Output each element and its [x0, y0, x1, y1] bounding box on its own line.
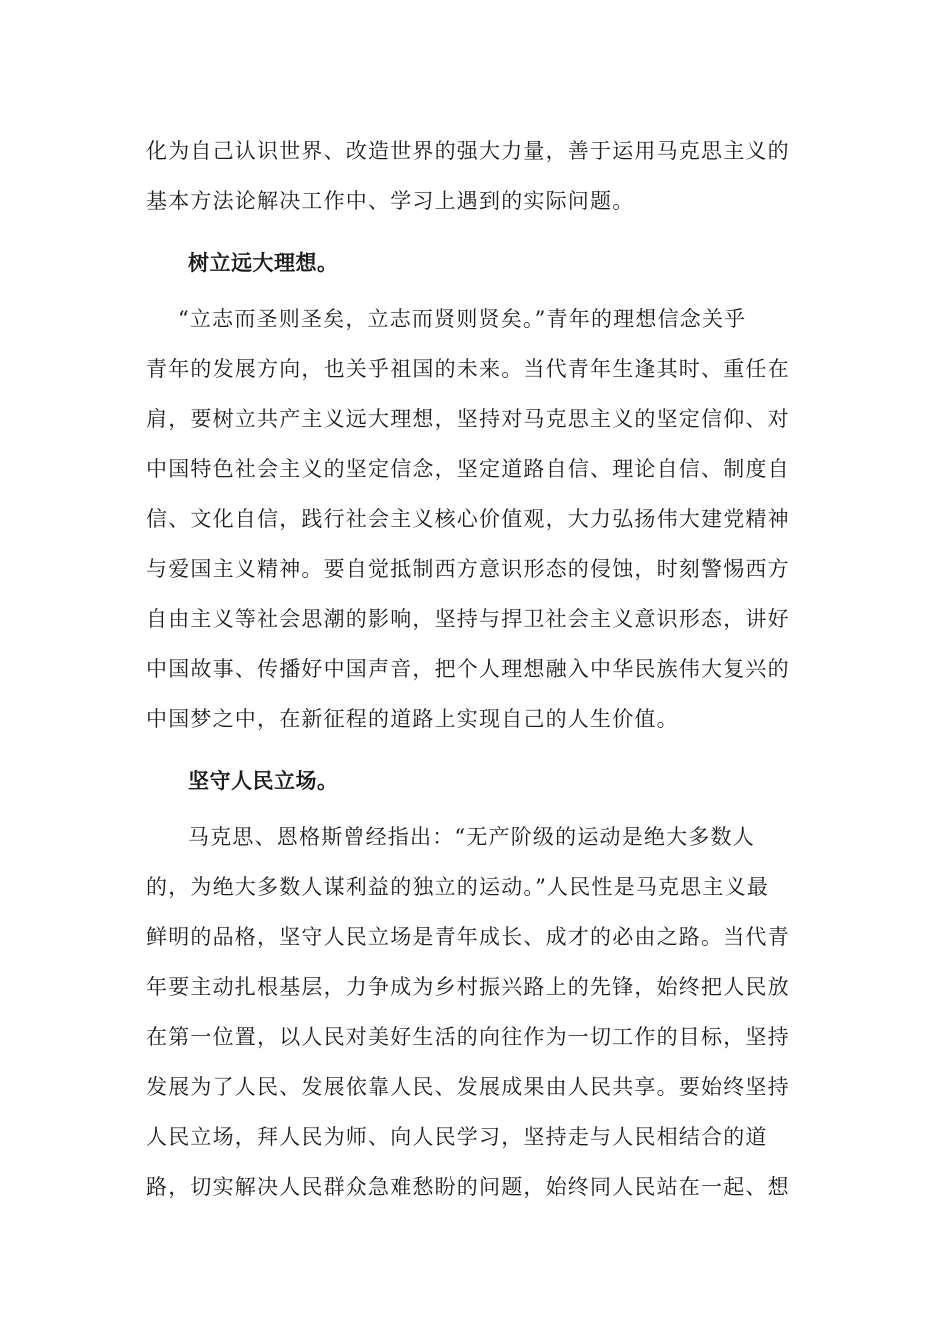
text-line: 化为自己认识世界、改造世界的强大力量，善于运用马克思主义的 [146, 139, 790, 163]
text-line: 路，切实解决人民群众急难愁盼的问题，始终同人民站在一起、想 [146, 1175, 790, 1199]
text-line: 的，为绝大多数人谋利益的独立的运动。”人民性是马克思主义最 [146, 875, 770, 899]
text-line: 与爱国主义精神。要自觉抵制西方意识形态的侵蚀，时刻警惕西方 [146, 557, 790, 581]
text-line: 中国特色社会主义的坚定信念，坚定道路自信、理论自信、制度自 [146, 457, 790, 481]
text-line: 年要主动扎根基层，力争成为乡村振兴路上的先锋，始终把人民放 [146, 975, 790, 999]
text-line: 在第一位置，以人民对美好生活的向往作为一切工作的目标，坚持 [146, 1025, 790, 1049]
text-line: “立志而圣则圣矣，立志而贤则贤矣。”青年的理想信念关乎 [178, 307, 747, 331]
text-line: 中国梦之中，在新征程的道路上实现自己的人生价值。 [146, 707, 679, 731]
text-line: 青年的发展方向，也关乎祖国的未来。当代青年生逢其时、重任在 [146, 357, 790, 381]
text-line: 信、文化自信，践行社会主义核心价值观，大力弘扬伟大建党精神 [146, 507, 790, 531]
text-line: 鲜明的品格，坚守人民立场是青年成长、成才的必由之路。当代青 [146, 925, 790, 949]
text-line: 人民立场，拜人民为师、向人民学习，坚持走与人民相结合的道 [146, 1125, 768, 1149]
text-line: 自由主义等社会思潮的影响，坚持与捍卫社会主义意识形态，讲好 [146, 607, 790, 631]
text-line: 基本方法论解决工作中、学习上遇到的实际问题。 [146, 189, 635, 213]
text-line: 肩，要树立共产主义远大理想，坚持对马克思主义的坚定信仰、对 [146, 407, 790, 431]
text-line: 中国故事、传播好中国声音，把个人理想融入中华民族伟大复兴的 [146, 657, 790, 681]
text-line: 马克思、恩格斯曾经指出：“无产阶级的运动是绝大多数人 [188, 825, 755, 849]
text-line: 发展为了人民、发展依靠人民、发展成果由人民共享。要始终坚持 [146, 1075, 790, 1099]
section-heading: 坚守人民立场。 [188, 769, 339, 793]
section-heading: 树立远大理想。 [188, 251, 339, 275]
